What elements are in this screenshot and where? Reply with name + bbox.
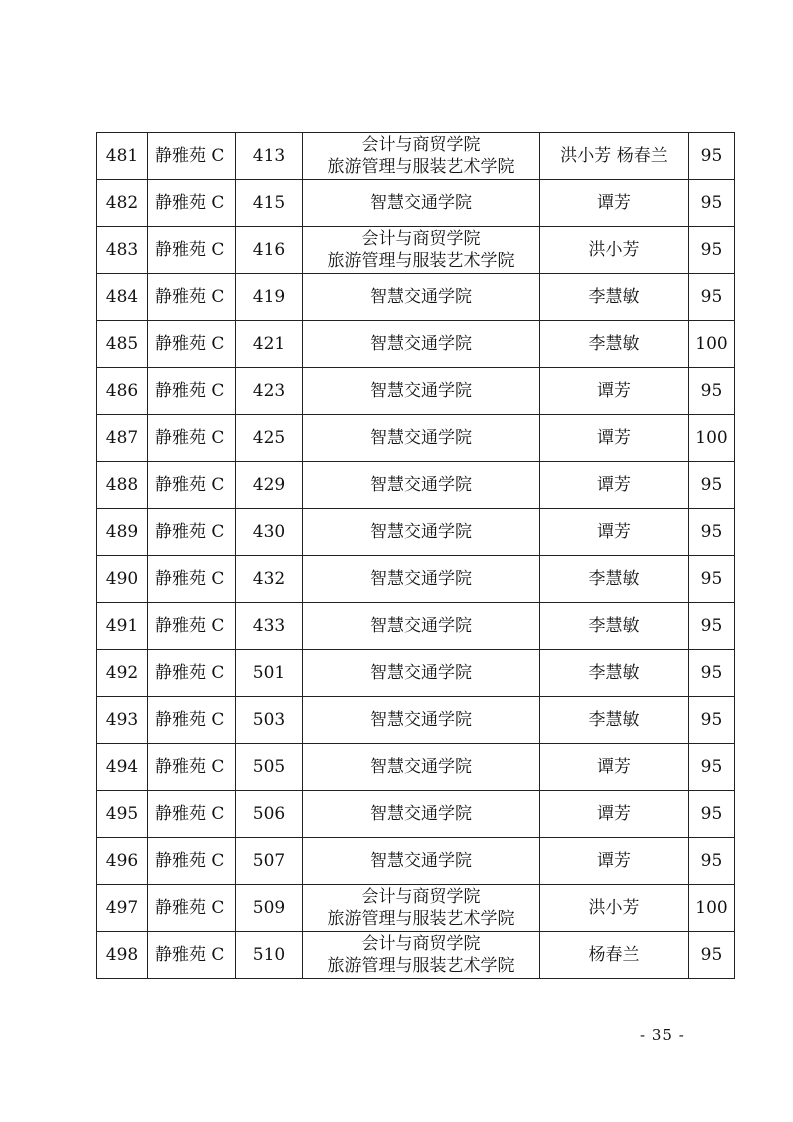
college-name: 会计与商贸学院 — [361, 229, 481, 249]
row-number-cell: 484 — [97, 274, 148, 321]
college-name: 智慧交通学院 — [370, 475, 472, 495]
building-cell: 静雅苑 C — [148, 603, 236, 650]
table-row — [97, 462, 735, 509]
score-cell: 95 — [689, 227, 735, 274]
college-cell — [303, 133, 540, 180]
college-name: 智慧交通学院 — [370, 616, 472, 636]
building-cell: 静雅苑 C — [148, 556, 236, 603]
building-cell: 静雅苑 C — [148, 415, 236, 462]
college-name: 智慧交通学院 — [370, 428, 472, 448]
room-cell: 423 — [236, 368, 303, 415]
college-name: 智慧交通学院 — [370, 851, 472, 871]
building-cell: 静雅苑 C — [148, 133, 236, 180]
table-body — [97, 133, 735, 979]
room-cell: 501 — [236, 650, 303, 697]
college-name: 会计与商贸学院 — [361, 887, 481, 907]
row-number-cell: 483 — [97, 227, 148, 274]
score-cell: 95 — [689, 932, 735, 979]
college-cell — [303, 321, 540, 368]
score-cell: 95 — [689, 603, 735, 650]
teacher-cell: 李慧敏 — [540, 697, 689, 744]
teacher-cell: 洪小芳 杨春兰 — [540, 133, 689, 180]
college-name: 智慧交通学院 — [370, 334, 472, 354]
teacher-cell: 谭芳 — [540, 744, 689, 791]
row-number-cell: 481 — [97, 133, 148, 180]
table-row — [97, 368, 735, 415]
room-cell: 503 — [236, 697, 303, 744]
college-name: 智慧交通学院 — [370, 193, 472, 213]
building-cell: 静雅苑 C — [148, 180, 236, 227]
teacher-cell: 李慧敏 — [540, 556, 689, 603]
building-cell: 静雅苑 C — [148, 885, 236, 932]
table-row — [97, 274, 735, 321]
room-cell: 509 — [236, 885, 303, 932]
score-cell: 95 — [689, 133, 735, 180]
building-cell: 静雅苑 C — [148, 932, 236, 979]
college-cell — [303, 509, 540, 556]
score-cell: 100 — [689, 885, 735, 932]
room-cell: 432 — [236, 556, 303, 603]
row-number-cell: 495 — [97, 791, 148, 838]
table-row — [97, 509, 735, 556]
room-cell: 421 — [236, 321, 303, 368]
college-name: 智慧交通学院 — [370, 569, 472, 589]
score-cell: 95 — [689, 509, 735, 556]
teacher-cell: 洪小芳 — [540, 227, 689, 274]
teacher-cell: 李慧敏 — [540, 650, 689, 697]
score-cell: 95 — [689, 838, 735, 885]
teacher-cell: 谭芳 — [540, 509, 689, 556]
row-number-cell: 482 — [97, 180, 148, 227]
table-row — [97, 133, 735, 180]
teacher-cell: 谭芳 — [540, 415, 689, 462]
college-cell — [303, 838, 540, 885]
score-cell: 95 — [689, 368, 735, 415]
row-number-cell: 486 — [97, 368, 148, 415]
college-cell — [303, 697, 540, 744]
room-cell: 419 — [236, 274, 303, 321]
room-cell: 429 — [236, 462, 303, 509]
building-cell: 静雅苑 C — [148, 650, 236, 697]
room-cell: 415 — [236, 180, 303, 227]
building-cell: 静雅苑 C — [148, 368, 236, 415]
building-cell: 静雅苑 C — [148, 274, 236, 321]
building-cell: 静雅苑 C — [148, 744, 236, 791]
room-cell: 430 — [236, 509, 303, 556]
college-cell — [303, 368, 540, 415]
college-cell — [303, 274, 540, 321]
college-name: 智慧交通学院 — [370, 663, 472, 683]
table-row — [97, 791, 735, 838]
score-cell: 100 — [689, 415, 735, 462]
building-cell: 静雅苑 C — [148, 697, 236, 744]
college-name: 智慧交通学院 — [370, 710, 472, 730]
college-cell — [303, 932, 540, 979]
college-cell — [303, 885, 540, 932]
teacher-cell: 洪小芳 — [540, 885, 689, 932]
row-number-cell: 490 — [97, 556, 148, 603]
table-row — [97, 885, 735, 932]
room-cell: 416 — [236, 227, 303, 274]
score-cell: 95 — [689, 462, 735, 509]
college-name: 会计与商贸学院 — [361, 135, 481, 155]
college-name: 智慧交通学院 — [370, 757, 472, 777]
college-cell — [303, 603, 540, 650]
teacher-cell: 李慧敏 — [540, 274, 689, 321]
college-name: 旅游管理与服装艺术学院 — [327, 956, 515, 976]
college-cell — [303, 180, 540, 227]
row-number-cell: 488 — [97, 462, 148, 509]
teacher-cell: 谭芳 — [540, 838, 689, 885]
table-row — [97, 838, 735, 885]
teacher-cell: 李慧敏 — [540, 321, 689, 368]
table-row — [97, 415, 735, 462]
table-row — [97, 697, 735, 744]
row-number-cell: 485 — [97, 321, 148, 368]
teacher-cell: 李慧敏 — [540, 603, 689, 650]
college-name: 旅游管理与服装艺术学院 — [327, 251, 515, 271]
building-cell: 静雅苑 C — [148, 462, 236, 509]
page-number: - 35 - — [640, 1026, 685, 1044]
score-cell: 95 — [689, 744, 735, 791]
college-name: 智慧交通学院 — [370, 287, 472, 307]
room-cell: 413 — [236, 133, 303, 180]
college-cell — [303, 462, 540, 509]
teacher-cell: 谭芳 — [540, 462, 689, 509]
row-number-cell: 494 — [97, 744, 148, 791]
score-cell: 95 — [689, 274, 735, 321]
table-row — [97, 321, 735, 368]
building-cell: 静雅苑 C — [148, 838, 236, 885]
teacher-cell: 谭芳 — [540, 791, 689, 838]
table-row — [97, 227, 735, 274]
room-cell: 506 — [236, 791, 303, 838]
college-cell — [303, 650, 540, 697]
room-cell: 510 — [236, 932, 303, 979]
building-cell: 静雅苑 C — [148, 321, 236, 368]
score-cell: 95 — [689, 697, 735, 744]
row-number-cell: 497 — [97, 885, 148, 932]
table-row — [97, 650, 735, 697]
table-row — [97, 932, 735, 979]
teacher-cell: 谭芳 — [540, 180, 689, 227]
college-name: 智慧交通学院 — [370, 381, 472, 401]
college-name: 旅游管理与服装艺术学院 — [327, 157, 515, 177]
room-cell: 425 — [236, 415, 303, 462]
score-cell: 95 — [689, 791, 735, 838]
building-cell: 静雅苑 C — [148, 509, 236, 556]
row-number-cell: 487 — [97, 415, 148, 462]
building-cell: 静雅苑 C — [148, 791, 236, 838]
row-number-cell: 492 — [97, 650, 148, 697]
score-cell: 95 — [689, 556, 735, 603]
dormitory-score-table — [96, 132, 735, 979]
row-number-cell: 493 — [97, 697, 148, 744]
college-name: 智慧交通学院 — [370, 522, 472, 542]
row-number-cell: 496 — [97, 838, 148, 885]
table-row — [97, 556, 735, 603]
college-cell — [303, 744, 540, 791]
college-cell — [303, 415, 540, 462]
table-row — [97, 603, 735, 650]
college-cell — [303, 227, 540, 274]
score-cell: 100 — [689, 321, 735, 368]
college-cell — [303, 556, 540, 603]
teacher-cell: 杨春兰 — [540, 932, 689, 979]
room-cell: 505 — [236, 744, 303, 791]
row-number-cell: 491 — [97, 603, 148, 650]
college-cell — [303, 791, 540, 838]
college-name: 会计与商贸学院 — [361, 934, 481, 954]
score-cell: 95 — [689, 650, 735, 697]
score-cell: 95 — [689, 180, 735, 227]
college-name: 旅游管理与服装艺术学院 — [327, 909, 515, 929]
college-name: 智慧交通学院 — [370, 804, 472, 824]
row-number-cell: 498 — [97, 932, 148, 979]
building-cell: 静雅苑 C — [148, 227, 236, 274]
room-cell: 507 — [236, 838, 303, 885]
teacher-cell: 谭芳 — [540, 368, 689, 415]
table-row — [97, 180, 735, 227]
table-row — [97, 744, 735, 791]
room-cell: 433 — [236, 603, 303, 650]
row-number-cell: 489 — [97, 509, 148, 556]
